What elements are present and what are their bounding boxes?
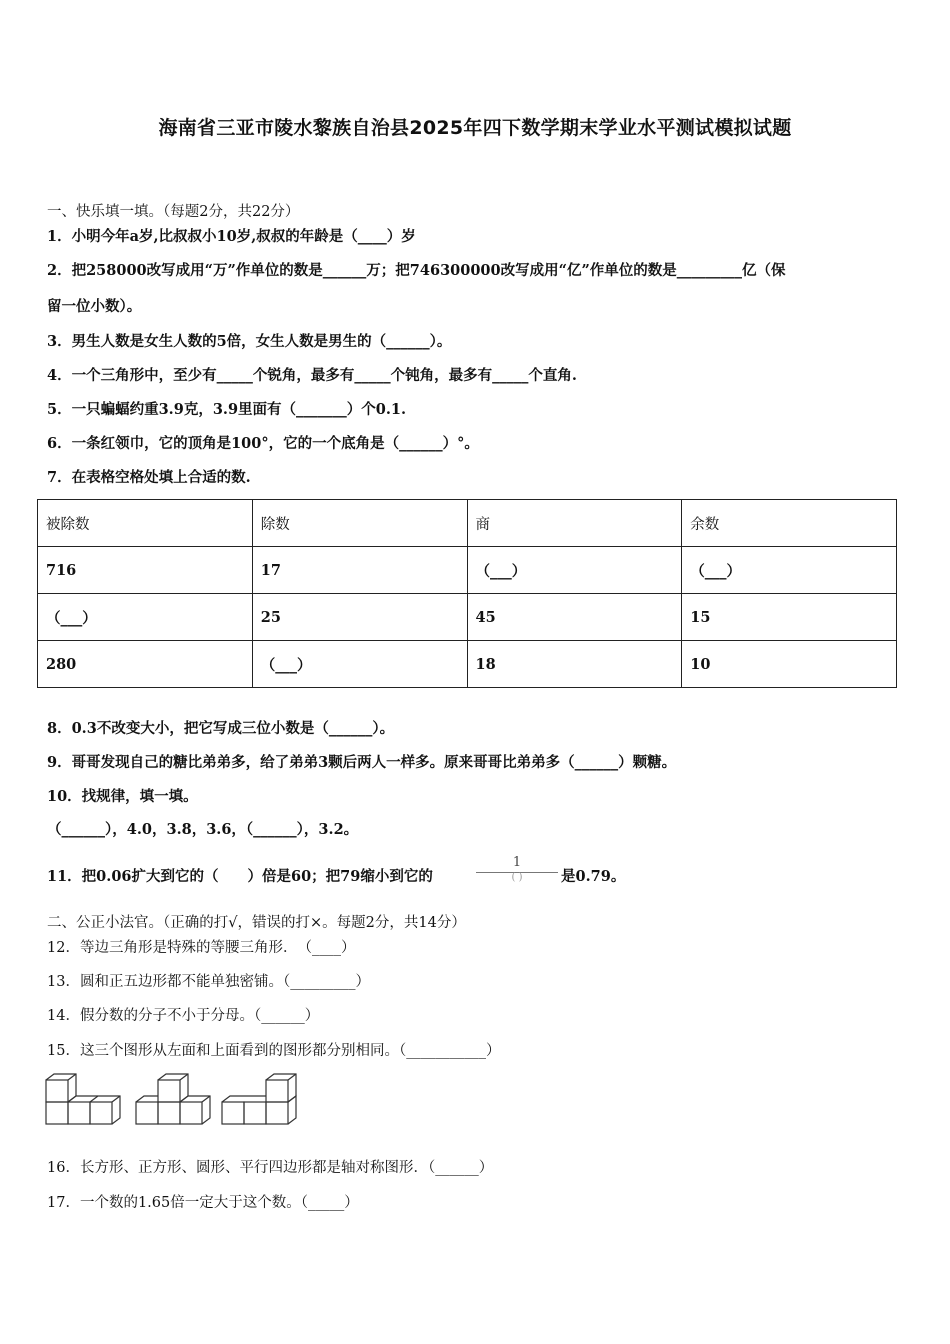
question-5: 5．一只蝙蝠约重3.9克，3.9里面有（_______）个0.1. bbox=[47, 401, 407, 418]
question-11-after: 是0.79。 bbox=[561, 868, 626, 885]
question-14: 14．假分数的分子不小于分母。（______） bbox=[47, 1008, 320, 1024]
fraction-denominator: ( ) bbox=[511, 872, 523, 883]
question-7: 7．在表格空格处填上合适的数. bbox=[47, 469, 251, 486]
table-row bbox=[38, 594, 897, 641]
division-table bbox=[37, 499, 897, 688]
question-10-sequence: （______），4.0，3.8，3.6，（______），3.2。 bbox=[47, 821, 359, 838]
question-8: 8．0.3不改变大小，把它写成三位小数是（______）。 bbox=[47, 720, 395, 737]
table-cell: 25 bbox=[252, 594, 467, 641]
section2-heading: 二、公正小法官。（正确的打√，错误的打×。每题2分，共14分） bbox=[47, 915, 466, 931]
cube-figure-2 bbox=[136, 1074, 210, 1124]
cube-figure-1 bbox=[46, 1074, 120, 1124]
table-cell: 15 bbox=[682, 594, 897, 641]
question-2-line1: 2．把258000改写成用“万”作单位的数是______万；把746300000改写成用“亿”作单位的数是_________亿（保 bbox=[47, 262, 786, 279]
page-title: 海南省三亚市陵水黎族自治县2025年四下数学期末学业水平测试模拟试题 bbox=[158, 117, 792, 139]
question-6: 6．一条红领巾，它的顶角是100°，它的一个底角是（______）°。 bbox=[47, 435, 479, 452]
table-cell: 716 bbox=[38, 547, 253, 594]
table-cell: （___） bbox=[682, 547, 897, 594]
fraction-numerator: 1 bbox=[512, 855, 522, 870]
question-3: 3．男生人数是女生人数的5倍，女生人数是男生的（______）。 bbox=[47, 333, 452, 350]
cube-figures bbox=[44, 1072, 304, 1128]
table-cell: 280 bbox=[38, 641, 253, 688]
question-12: 12．等边三角形是特殊的等腰三角形． （____） bbox=[47, 940, 356, 956]
table-cell: （___） bbox=[38, 594, 253, 641]
table-header-cell: 商 bbox=[467, 500, 682, 547]
table-header-cell: 余数 bbox=[682, 500, 897, 547]
table-cell: （___） bbox=[252, 641, 467, 688]
table-cell: 10 bbox=[682, 641, 897, 688]
question-4: 4．一个三角形中，至少有_____个锐角，最多有_____个钝角，最多有_____个直角. bbox=[47, 367, 577, 384]
question-2-line2: 留一位小数）。 bbox=[47, 298, 142, 315]
table-cell: 17 bbox=[252, 547, 467, 594]
table-header-row bbox=[38, 500, 897, 547]
question-9: 9．哥哥发现自己的糖比弟弟多，给了弟弟3颗后两人一样多。原来哥哥比弟弟多（______）颗糖。 bbox=[47, 754, 677, 771]
table-cell: 45 bbox=[467, 594, 682, 641]
question-1: 1．小明今年a岁,比叔叔小10岁,叔叔的年龄是（____）岁 bbox=[47, 228, 416, 245]
question-17: 17．一个数的1.65倍一定大于这个数。（_____） bbox=[47, 1195, 359, 1211]
table-header-cell: 除数 bbox=[252, 500, 467, 547]
table-row bbox=[38, 547, 897, 594]
question-15: 15．这三个图形从左面和上面看到的图形都分别相同。（___________） bbox=[47, 1043, 501, 1059]
table-cell: （___） bbox=[467, 547, 682, 594]
table-cell: 18 bbox=[467, 641, 682, 688]
cube-figure-3 bbox=[222, 1074, 296, 1124]
section1-heading: 一、快乐填一填。（每题2分，共22分） bbox=[47, 204, 300, 220]
question-10: 10．找规律，填一填。 bbox=[47, 788, 198, 805]
question-13: 13．圆和正五边形都不能单独密铺。（_________） bbox=[47, 974, 370, 990]
fraction-blank bbox=[476, 855, 558, 884]
table-row bbox=[38, 641, 897, 688]
table-header-cell: 被除数 bbox=[38, 500, 253, 547]
question-11-before: 11．把0.06扩大到它的（ ）倍是60；把79缩小到它的 bbox=[47, 868, 433, 885]
question-16: 16．长方形、正方形、圆形、平行四边形都是轴对称图形．（______） bbox=[47, 1160, 494, 1176]
